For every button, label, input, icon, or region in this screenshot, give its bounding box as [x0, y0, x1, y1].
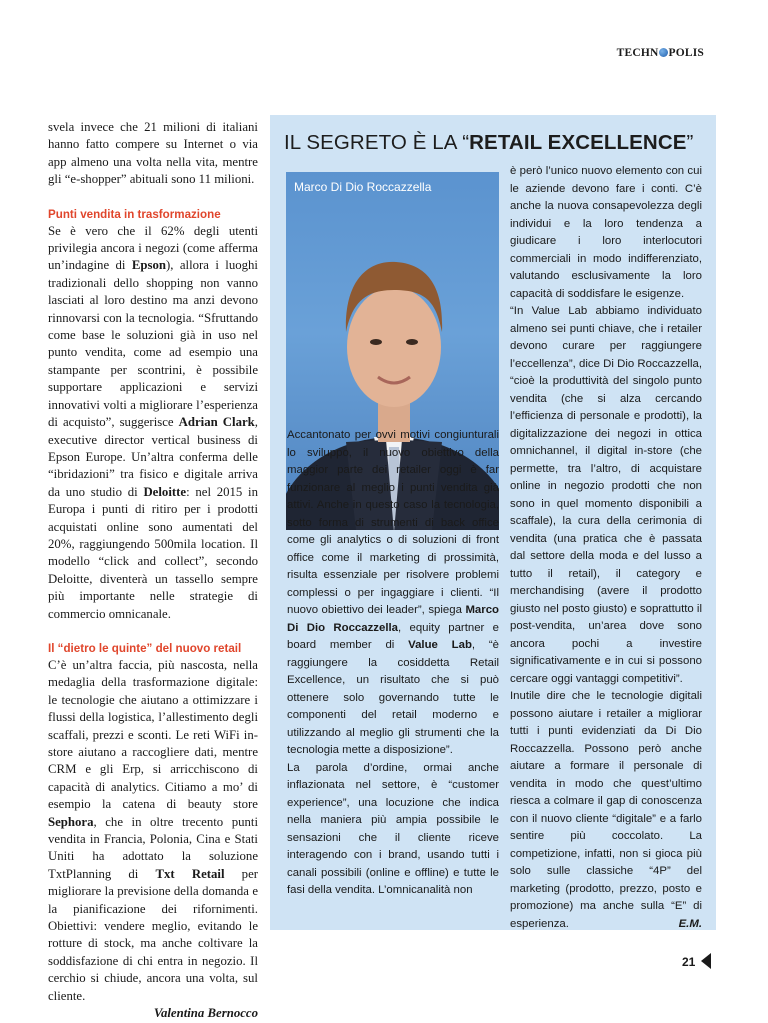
- box-mid-paragraph-2: La parola d’ordine, ormai anche inflazionata nel settore, è “customer experience”, una locuzione che indica nella maniera più ampia possibile le sensazioni che il cliente riceve interagendo con i brand, usando tutti i canali possibili (online e offline) e tutte le fasi della vendita. L’omnicanalità non: [287, 761, 499, 896]
- globe-icon: [659, 48, 668, 57]
- box-right-column: [510, 163, 702, 933]
- page-arrow-icon: [701, 953, 711, 969]
- left-article-column: [48, 119, 258, 1023]
- section1-paragraph: Se è vero che il 62% degli utenti privilegia ancora i negozi (come afferma un’indagine di Epson), allora i luoghi tradizionali dello shopping non vanno lasciati al loro destino ma anzi devono rinnovarsi con la tecnologia. “Sfruttando come base le soluzioni già in uso nel punto vendita, come ad esempio una stampante per scontrini, è possibile supportare applicazioni e servizi innovativi volti a migliorare l’esperienza di acquisto”, suggerisce Adrian Clark, executive director vertical business di Epson Europe. Un’altra conferma delle “ibridazioni” tra fisico e digitale arriva da uno studio di Deloitte: nel 2015 in Europa i punti di ritiro per i prodotti acquistati online sono aumentati del 20%, raggiungendo 500mila location. Il modello “click and collect”, secondo Deloitte, diventerà un tassello sempre più importante nelle strategie di commercio omnicanale.: [48, 223, 258, 621]
- page-number: 21: [682, 955, 696, 969]
- box-right-paragraph-2: “In Value Lab abbiamo individuato almeno sei punti chiave, che i retailer devono curare per raggiungere l’eccellenza”, dice Di Dio Roccazzella, “cioè la produttività del singolo punto vendita (che si alza cercando l’efficienza di personale e prodotti), la digitalizzazione dei negozi in ottica omnichannel, il digital in-store (che permette, tra l’altro, di acquistare online in negozio prodotti che non sono in quel momento disponibili a scaffale), la cura della cerimonia di vendita (una pratica che è passata dal settore della moda e del lusso a tutto il retail), il category e merchandising (avere il prodotto giusto nel posto giusto) e soprattutto il post-vendita, un’area dove sono ancora pochi a investire significativamente e in cui si possono cercare oggi vantaggi competitivi”.: [510, 305, 702, 685]
- section-heading-dietro-le-quinte: Il “dietro le quinte” del nuovo retail: [48, 641, 242, 655]
- box-right-paragraph-3: Inutile dire che le tecnologie digitali possono aiutare i retailer a migliorar tutti i punti evidenziati da Di Dio Roccazzella. Possono però anche aiutare a formare il personale di vendita in modo che quest’ultimo riesca a colmare il gap di conoscenza con il nuovo cliente “digitale” e a farlo sentire più coccolato. La competizione, infatti, non si gioca più solo sulle classiche “4P” del marketing (prodotto, prezzo, posto e promozione) ma anche sulla “E” di esperienza. E.M.: [510, 688, 702, 933]
- author-initials: E.M.: [678, 917, 702, 930]
- section-heading-punti-vendita: Punti vendita in trasformazione: [48, 207, 221, 221]
- box-right-paragraph-1: è però l’unico nuovo elemento con cui le aziende devono fare i conti. C’è anche la nuova consapevolezza degli individui e la loro tendenza a giudicare i loro interlocutori commerciali in modo indifferenziato, valutando esclusivamente la loro capacità di soddisfare le esigenze.: [510, 165, 702, 300]
- photo-caption: Marco Di Dio Roccazzella: [294, 180, 432, 194]
- author-signature: Valentina Bernocco: [153, 1006, 258, 1021]
- intro-paragraph: svela invece che 21 milioni di italiani hanno fatto compere su Internet o via app almeno una volta nella vita, mentre gli “e-shopper” abituali sono 11 milioni.: [48, 120, 258, 187]
- box-middle-column: [287, 427, 499, 900]
- magazine-logo: TECHN POLIS: [616, 47, 704, 59]
- box-mid-paragraph-1: Accantonato per ovvi motivi congiunturali lo sviluppo, il nuovo obiettivo della maggior parte dei retailer oggi è far funzionare al meglio i punti vendita già attivi. Anche in questo caso la tecnologia, sotto forma di strumenti di back office come gli analytics o di soluzioni di front office come il marketing di prossimità, risulta essenziale per risolvere problemi complessi o per ingaggiare i clienti. “Il nuovo obiettivo dei leader”, spiega Marco Di Dio Roccazzella, equity partner e board member di Value Lab, “è raggiungere la cosiddetta Retail Excellence, un risultato che si può ottenere solo governando tutte le componenti del retail moderno e utilizzando al meglio gli strumenti che la tecnologia mette a disposizione”.: [287, 429, 499, 756]
- box-title: IL SEGRETO È LA “RETAIL EXCELLENCE”: [284, 131, 694, 154]
- section2-paragraph: C’è un’altra faccia, più nascosta, nella medaglia della trasformazione digitale: le tecnologie che aiutano a ottimizzare i flussi della logistica, l’allestimento degli scaffali, prezzi e sconti. Le reti WiFi in-store aiutano a raccogliere dati, mentre CRM e gli Erp, si arricchiscono di capacità di analytics. Citiamo a mo’ di esempio la catena di beauty store Sephora, che in oltre trecento punti vendita in Francia, Polonia, Cina e Stati Uniti ha adottato la soluzione TxtPlanning di Txt Retail per migliorare la previsione della domanda e la pianificazione dei rifornimenti. Obiettivi: vendere meglio, evitando le rotture di stock, ma anche coltivare la soddisfazione di chi entra in negozio. Il cerchio si chiude, ancora una volta, sul cliente.: [48, 657, 259, 1003]
